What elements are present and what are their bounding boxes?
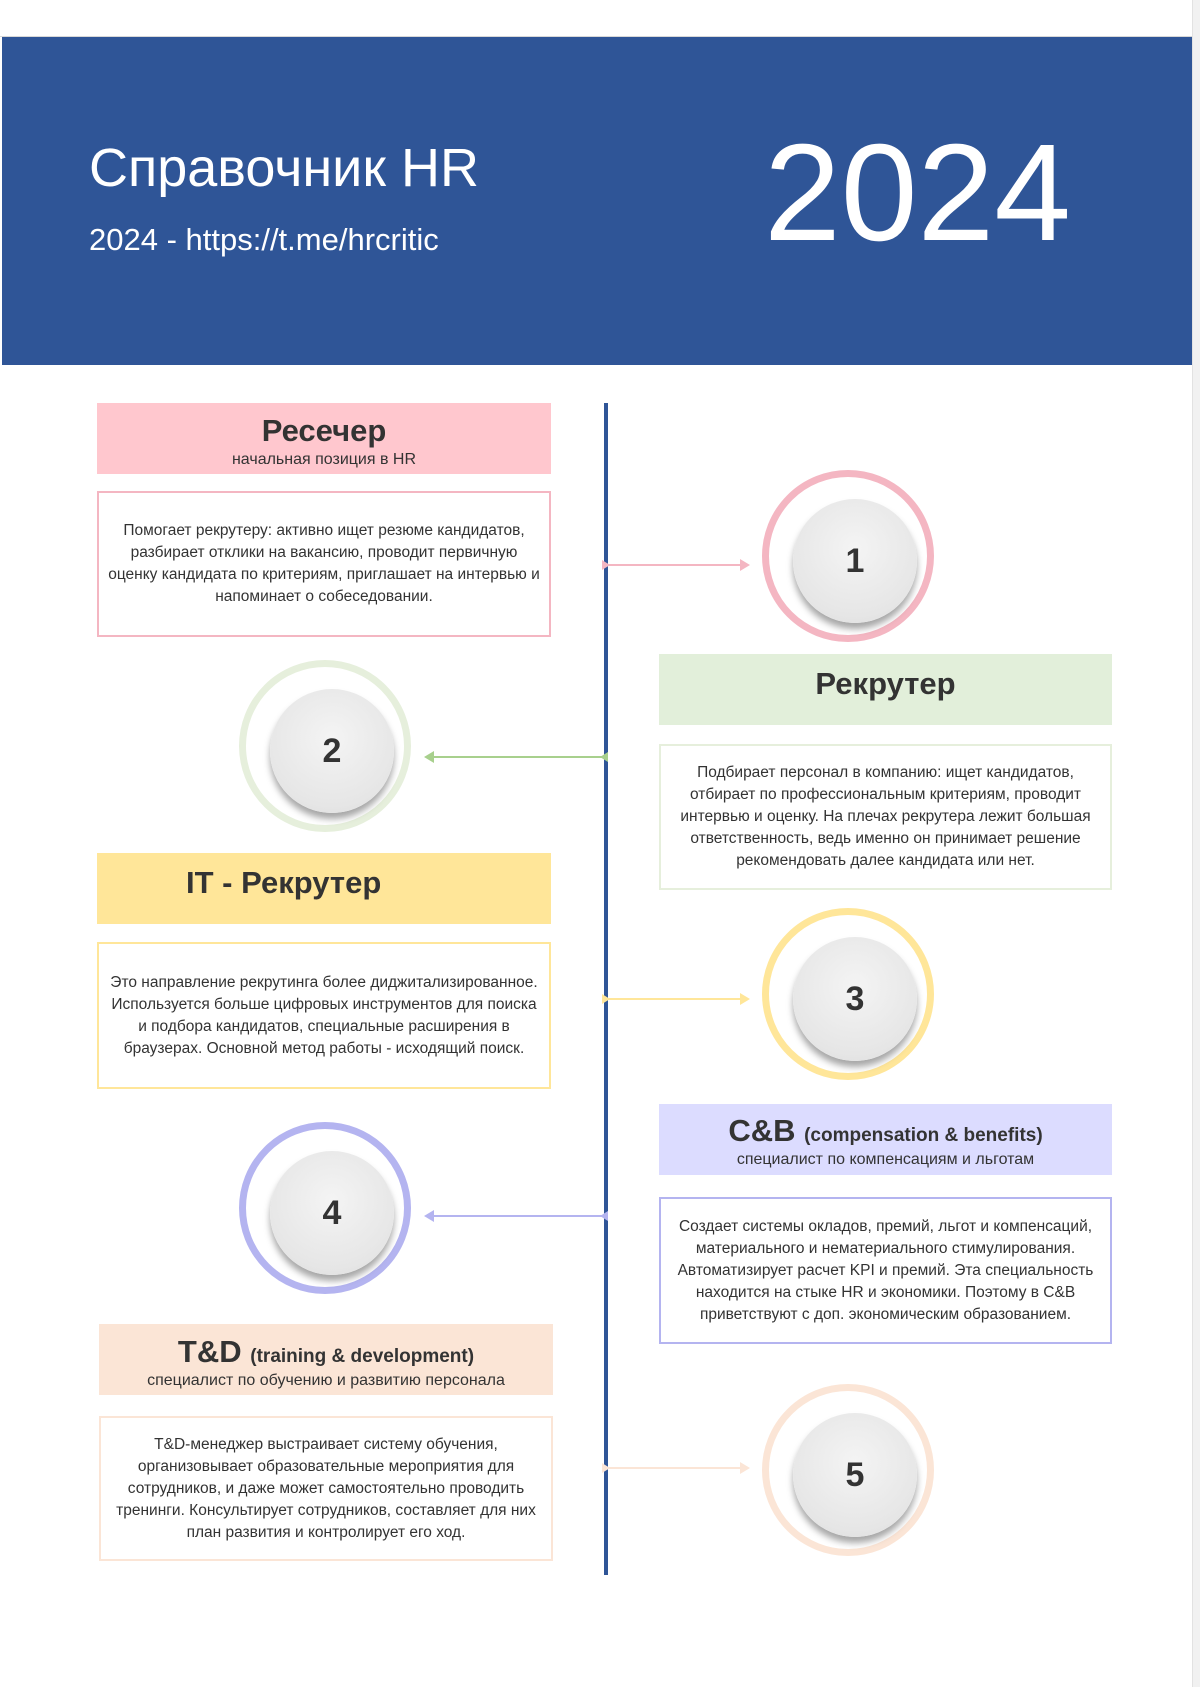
stage-5-title: T&D (177, 1334, 242, 1369)
timeline-line (604, 403, 608, 1575)
stage-5-description: T&D-менеджер выстраивает систему обучения, организовывает образовательные мероприятия для сотрудников, и даже может самостоятельно проводить тренинги. Консультирует сотрудников, составляет для них план развития и контролирует его ход. (99, 1416, 553, 1561)
stage-2-connector (426, 756, 608, 758)
stage-3-title-box (97, 853, 551, 924)
page-subtitle: 2024 - https://t.me/hrcritic (89, 222, 439, 257)
stage-3-number: 3 (793, 937, 917, 1061)
stage-1-subtitle: начальная позиция в HR (231, 451, 417, 468)
stage-1-title-box (97, 403, 551, 474)
stage-2-number: 2 (270, 689, 394, 813)
stage-2-description: Подбирает персонал в компанию: ищет кандидатов, отбирает по профессиональным критериям, проводит интервью и оценку. На плечах рекрутера лежит большая ответственность, ведь именно он принимает решение рекомендовать далее кандидата или нет. (659, 744, 1112, 890)
stage-4-title-suffix: (compensation & benefits) (804, 1125, 1043, 1146)
stage-1-marker (762, 470, 934, 642)
stage-1-number: 1 (793, 499, 917, 623)
stage-3-description: Это направление рекрутинга более диджитализированное. Используется больше цифровых инструментов для поиска и подбора кандидатов, специальные расширения в браузерах. Основной метод работы - исходящий поиск. (97, 942, 551, 1089)
stage-4-subtitle: специалист по компенсациям и льготам (736, 1151, 1035, 1168)
stage-5-connector (602, 1467, 748, 1469)
stage-5-title-box (99, 1324, 553, 1395)
stage-1-description: Помогает рекрутеру: активно ищет резюме кандидатов, разбирает отклики на вакансию, проводит первичную оценку кандидата по критериям, приглашает на интервью и напоминает о собеседовании. (97, 491, 551, 637)
stage-5-number: 5 (793, 1413, 917, 1537)
stage-5-title-suffix: (training & development) (250, 1346, 475, 1367)
header-banner (2, 37, 1192, 365)
stage-1-connector (602, 564, 748, 566)
stage-1-title: Ресечер (261, 413, 387, 448)
stage-4-marker (239, 1122, 411, 1294)
right-margin (1192, 0, 1200, 1687)
page-title: Справочник HR (89, 138, 479, 198)
stage-4-number: 4 (270, 1151, 394, 1275)
stage-3-marker (762, 908, 934, 1080)
stage-3-connector (602, 998, 748, 1000)
stage-5-marker (762, 1384, 934, 1556)
stage-5-subtitle: специалист по обучению и развитию персонала (147, 1372, 505, 1389)
stage-5-title-line (99, 1334, 553, 1370)
stage-3-title: IT - Рекрутер (186, 865, 382, 900)
stage-4-connector (426, 1215, 608, 1217)
stage-2-marker (239, 660, 411, 832)
stage-4-title-line (659, 1113, 1112, 1149)
stage-2-title-box (659, 654, 1112, 725)
year-label: 2024 (764, 116, 1071, 270)
stage-4-title-box (659, 1104, 1112, 1175)
stage-4-title: C&B (728, 1113, 796, 1148)
stage-2-title: Рекрутер (815, 666, 956, 701)
top-margin (0, 0, 1200, 37)
stage-4-description: Создает системы окладов, премий, льгот и компенсаций, материального и нематериального стимулирования. Автоматизирует расчет KPI и премий. Эта специальность находится на стыке HR и экономики. Поэтому в C&B приветствуют с доп. экономическим образованием. (659, 1197, 1112, 1344)
